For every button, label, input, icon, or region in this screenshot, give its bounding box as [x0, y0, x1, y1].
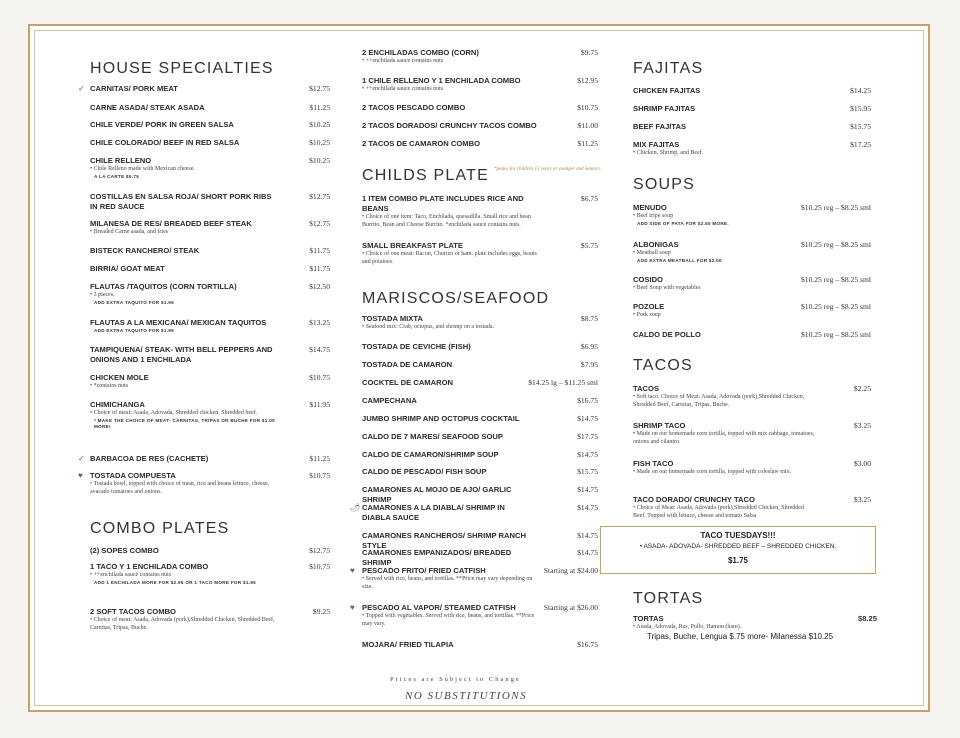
menu-item-name: SHRIMP FAJITAS — [633, 104, 696, 113]
menu-item-name: JUMBO SHRIMP AND OCTOPUS COCKTAIL — [362, 414, 520, 423]
menu-item-price: $11.75 — [309, 264, 330, 273]
menu-item-price: $10.25 reg – $8.25 sml — [800, 203, 871, 212]
menu-item — [90, 219, 330, 237]
menu-item-name: CHILE VERDE/ PORK IN GREEN SALSA — [90, 120, 234, 129]
menu-item-description: • Choice of one item: Taco, Enchilada, quesadilla. Small rice and bean Burrito, Bean and Cheese Burrito. *enchilada sauce contains nuts. — [362, 214, 531, 228]
menu-item-name: CALDO DE CAMARON/SHRIMP SOUP — [362, 450, 499, 459]
menu-item — [78, 84, 330, 94]
menu-item-price: $11.25 — [309, 103, 330, 112]
menu-item-price: Starting at $26.00 — [543, 603, 598, 612]
menu-item-description: • Choice of Meat: Asada, Adovada (pork),Shredded Chicken, Shredded Beef. Topped with lettuce, cheese and tomato Salsa — [633, 505, 804, 519]
menu-item-extra: ADD 1 ENCHILADA MORE FOR $2.95 OR 1 TACO MORE FOR $1.95 — [94, 579, 256, 585]
menu-item — [362, 450, 598, 460]
menu-item-name: ALBONIGAS — [633, 240, 679, 249]
menu-item — [362, 103, 598, 113]
menu-item — [633, 330, 871, 340]
menu-item-name: CAMARONES AL MOJO DE AJO/ GARLIC SHRIMP — [362, 485, 512, 504]
tortas-item — [633, 614, 877, 641]
menu-item — [90, 103, 330, 113]
childs-plate-note: *plates for children 12 years or younger and Seniors. — [494, 167, 602, 172]
menu-item-price: $2.25 — [853, 384, 871, 393]
menu-item — [90, 562, 330, 586]
menu-item-price: $11.95 — [309, 400, 330, 409]
menu-item-extra: ADD EXTRA TAQUITO FOR $1.95 — [94, 299, 174, 305]
menu-item-mark: ♥ — [350, 566, 355, 575]
menu-item — [90, 400, 330, 430]
mariscos-seafood-heading: MARISCOS/SEAFOOD — [362, 290, 550, 307]
menu-item — [633, 275, 871, 293]
house-specialties-heading: HOUSE SPECIALTIES — [90, 60, 274, 77]
menu-item-price: $3.00 — [853, 459, 871, 468]
taco-tuesday-line: • ASADA- ADOVADA- SHREDDED BEEF – SHREDDED CHICKEN. — [639, 543, 837, 550]
menu-item — [362, 241, 598, 266]
menu-item — [90, 120, 330, 130]
menu-item-description: • ++enchilada sauce contains nuts — [362, 58, 444, 64]
menu-item-price: $10.75 — [309, 562, 330, 571]
menu-item-extra: A LA CARTE $5.75 — [94, 173, 140, 179]
menu-item-price: $14.75 — [577, 414, 598, 423]
tortas-name: TORTAS — [633, 614, 664, 623]
menu-item — [362, 378, 598, 388]
menu-item-price: $17.75 — [577, 432, 598, 441]
menu-item-price: $16.75 — [577, 396, 598, 405]
menu-item-extra: ADD EXTRA TAQUITO FOR $1.95 — [94, 328, 174, 333]
menu-item-price: $7.95 — [580, 360, 598, 369]
menu-item-description: • Beef Soup with vegetables — [633, 285, 701, 291]
menu-item-mark: 🌶 — [350, 503, 361, 512]
menu-item-mark: ✓ — [78, 454, 85, 463]
menu-item — [78, 471, 330, 496]
menu-item — [90, 318, 330, 334]
menu-item-name: CHIMICHANGA — [90, 400, 145, 409]
menu-item-price: Starting at $24.00 — [543, 566, 598, 575]
menu-item-price: $12.75 — [309, 219, 330, 228]
menu-item — [633, 495, 871, 520]
menu-item — [633, 140, 871, 158]
menu-item-price: $15.75 — [577, 467, 598, 476]
menu-item — [90, 345, 330, 365]
menu-item-name: TOSTADA DE CAMARON — [362, 360, 453, 369]
menu-item-name: 2 SOFT TACOS COMBO — [90, 607, 176, 616]
menu-item-description: • Made on our homemade corn tortilla, topped with coleslaw mix. — [633, 469, 792, 475]
menu-item-mark: ♥ — [78, 471, 83, 480]
menu-item-mark: ✓ — [78, 84, 85, 93]
menu-item-name: TACOS — [633, 384, 660, 393]
taco-tuesday-title: TACO TUESDAYS!!! — [700, 531, 776, 540]
menu-item — [633, 384, 871, 409]
menu-item-price: $12.50 — [309, 282, 330, 291]
menu-item — [90, 138, 330, 148]
menu-item-name: 2 ENCHILADAS COMBO (CORN) — [362, 48, 479, 57]
menu-item-name: CAMARONES RANCHEROS/ SHRIMP RANCH STYLE — [362, 531, 526, 550]
menu-item — [633, 421, 871, 446]
menu-item-price: $11.00 — [577, 121, 598, 130]
menu-item-description: • *contains nuts — [90, 383, 129, 389]
menu-item-name: CAMARONES A LA DIABLA/ SHRIMP IN DIABLA SAUCE — [362, 503, 505, 522]
menu-item — [362, 467, 598, 477]
menu-item-name: TACO DORADO/ CRUNCHY TACO — [633, 495, 755, 504]
menu-item-name: MIX FAJITAS — [633, 140, 680, 149]
menu-item-price: $6.75 — [580, 194, 598, 203]
menu-item-description: • Chile Relleno made with Mexican cheese. — [90, 166, 195, 172]
menu-item-name: MOJARA/ FRIED TILAPIA — [362, 640, 454, 649]
menu-item-description: • Choice of one meat: Bacon, Chorizo or ham. plate includes eggs, beans and potatoes. — [362, 251, 537, 265]
menu-item-price: $14.25 — [850, 86, 871, 95]
menu-item — [633, 86, 871, 96]
fajitas-heading: FAJITAS — [633, 60, 704, 77]
menu-item — [90, 246, 330, 256]
menu-item-price: $9.75 — [580, 48, 598, 57]
menu-item-name: 2 TACOS PESCADO COMBO — [362, 103, 466, 112]
taco-tuesday-box — [600, 526, 876, 574]
menu-item-name: COSIDO — [633, 275, 663, 284]
menu-item — [362, 360, 598, 370]
menu-item-price: $12.75 — [309, 84, 330, 93]
menu-item-name: BISTECK RANCHERO/ STEAK — [90, 246, 200, 255]
menu-item-price: $10.25 reg – $8.25 sml — [800, 275, 871, 284]
menu-item-price: $10.75 — [577, 103, 598, 112]
menu-item — [362, 139, 598, 149]
soups-heading: SOUPS — [633, 176, 696, 193]
menu-item — [90, 264, 330, 274]
tortas-extra: Tripas, Buche, Lengua $.75 more- Milanessa $10.25 — [647, 631, 834, 641]
menu-item-price: $11.25 — [577, 139, 598, 148]
menu-item-extra: ADD EXTRA MEATBALL FOR $2.00 — [637, 257, 722, 263]
menu-item-name: CHICKEN MOLE — [90, 373, 149, 382]
menu-item — [350, 566, 598, 591]
menu-item-name: CALDO DE POLLO — [633, 330, 701, 339]
menu-item-name: SMALL BREAKFAST PLATE — [362, 241, 463, 250]
menu-item-price: $15.75 — [850, 122, 871, 131]
menu-item-description: • Soft taco. Choice of Meat: Asada, Adovada (pork),Shredded Chicken, Shredded Beef, Carnitas, Tripas, Buche. — [633, 394, 805, 408]
tacos-heading: TACOS — [633, 357, 693, 374]
menu-item-description: • Pork soup — [633, 312, 661, 318]
menu-item — [362, 548, 598, 568]
menu-item — [633, 302, 871, 320]
menu-item — [350, 603, 598, 628]
menu-item-price: $12.75 — [309, 192, 330, 201]
menu-item-price: $10.25 reg – $8.25 sml — [800, 330, 871, 339]
menu-item-name: CHICKEN FAJITAS — [633, 86, 701, 95]
menu-item-price: $12.75 — [309, 546, 330, 555]
menu-item-name: CAMPECHANA — [362, 396, 417, 405]
menu-item-name: BARBACOA DE RES (CACHETE) — [90, 454, 209, 463]
menu-item — [633, 240, 871, 264]
menu-item-name: CHILE RELLENO — [90, 156, 152, 165]
menu-item — [362, 48, 598, 66]
menu-item — [90, 373, 330, 391]
menu-item-price: $3.25 — [853, 495, 871, 504]
menu-item-name: MENUDO — [633, 203, 667, 212]
menu-item — [362, 342, 598, 352]
menu-item-description: • ++enchilada sauce contains nuts — [90, 572, 172, 578]
menu-item-extra: * MAKE THE CHOICE OF MEAT- CARNITAS, TRIPAS OR BUCHE FOR $1.00 MORE! — [94, 417, 275, 429]
menu-item-price: $10.75 — [309, 373, 330, 382]
menu-item — [362, 485, 598, 505]
menu-item-price: $9.25 — [312, 607, 330, 616]
menu-item — [90, 282, 330, 306]
menu-item-name: CARNITAS/ PORK MEAT — [90, 84, 178, 93]
menu-item — [350, 503, 598, 523]
menu-item-name: (2) SOPES COMBO — [90, 546, 159, 555]
menu-item-description: • Chicken, Shrimp, and Beef. — [633, 150, 704, 156]
menu-item-name: BIRRIA/ GOAT MEAT — [90, 264, 165, 273]
menu-item-name: COSTILLAS EN SALSA ROJA/ SHORT PORK RIBS IN RED SAUCE — [90, 192, 272, 211]
tortas-description: • Asada, Adovada, Res, Pollo, Hamon (ham). — [633, 624, 742, 630]
menu-item-name: 1 TACO Y 1 ENCHILADA COMBO — [90, 562, 209, 571]
menu-item — [90, 607, 330, 632]
menu-item-price: $17.25 — [850, 140, 871, 149]
menu-item-name: 2 TACOS DORADOS/ CRUNCHY TACOS COMBO — [362, 121, 537, 130]
menu-item — [633, 104, 871, 114]
menu-item-name: FISH TACO — [633, 459, 674, 468]
menu-item-name: CHILE COLORADO/ BEEF IN RED SALSA — [90, 138, 240, 147]
menu-item-price: $14.75 — [577, 503, 598, 512]
menu-item-price: $14.25 lg – $11.25 sml — [528, 378, 598, 387]
menu-item-name: COCKTEL DE CAMARON — [362, 378, 453, 387]
menu-item-description: • 3 pieces. — [90, 292, 115, 298]
menu-item — [362, 194, 598, 229]
menu-item-price: $10.75 — [309, 471, 330, 480]
menu-item-price: $5.75 — [580, 241, 598, 250]
menu-item-price: $10.25 reg – $8.25 sml — [800, 240, 871, 249]
menu-item-price: $14.75 — [309, 345, 330, 354]
menu-item-name: SHRIMP TACO — [633, 421, 686, 430]
menu-item — [633, 122, 871, 132]
menu-item-price: $11.75 — [309, 246, 330, 255]
menu-item-mark: ♥ — [350, 603, 355, 612]
menu-item-description: • Tostada bowl, topped with choice of meat, rice and beans lettuce, cheese, avacado tomatoes and onions. — [90, 481, 270, 495]
menu-item-price: $6.95 — [580, 342, 598, 351]
menu-item-name: TOSTADA COMPUESTA — [90, 471, 176, 480]
menu-item-extra: ADD SIDE OF PATA FOR $2.50 MORE. — [637, 220, 729, 226]
menu-item-name: CAMARONES EMPANIZADOS/ BREADED SHRIMP — [362, 548, 512, 567]
menu-item-price: $16.75 — [577, 640, 598, 649]
menu-item-name: TAMPIQUENA/ STEAK- WITH BELL PEPPERS AND ONIONS AND 1 ENCHILADA — [90, 345, 273, 364]
menu-item-price: $15.95 — [850, 104, 871, 113]
menu-item-description: • Meatball soup — [633, 250, 671, 256]
menu-item-price: $8.75 — [580, 314, 598, 323]
menu-item-name: TOSTADA DE CEVICHE (FISH) — [362, 342, 471, 351]
menu-item-price: $13.25 — [309, 318, 330, 327]
menu-item-price: $3.25 — [853, 421, 871, 430]
combo-plates-heading: COMBO PLATES — [90, 520, 230, 537]
menu-item-name: 1 CHILE RELLENO Y 1 ENCHILADA COMBO — [362, 76, 521, 85]
menu-item-description: • Seafood mix: Crab, octopus, and shrimp on a tostada. — [362, 324, 495, 330]
menu-item-description: • Beef tripe soup — [633, 213, 674, 219]
menu-item-name: CARNE ASADA/ STEAK ASADA — [90, 103, 205, 112]
taco-tuesday-price: $1.75 — [727, 556, 749, 565]
tortas-heading: TORTAS — [633, 590, 704, 607]
menu-item-name: PESCADO FRITO/ FRIED CATFISH — [362, 566, 486, 575]
menu-item-price: $10.25 — [309, 120, 330, 129]
menu-item-name: 1 ITEM COMBO PLATE INCLUDES RICE AND BEANS — [362, 194, 524, 213]
menu-item-price: $14.75 — [577, 531, 598, 540]
menu-item-description: • Topped with vegetables. Served with rice, beans, and tortillas. **Price may vary. — [362, 613, 535, 627]
menu-item — [362, 121, 598, 131]
menu-item — [90, 546, 330, 556]
menu-item-name: FLAUTAS A LA MEXICANA/ MEXICAN TAQUITOS — [90, 318, 267, 327]
prices-subject-note: Prices are Subject to Change — [390, 676, 521, 683]
menu-item-name: TOSTADA MIXTA — [362, 314, 423, 323]
childs-plate-heading: CHILDS PLATE — [362, 167, 490, 184]
menu-item — [362, 640, 598, 650]
no-substitutions-note: NO SUBSTITUTIONS — [405, 690, 528, 702]
menu-item-description: • Breaded Carne asada, and fries — [90, 229, 169, 235]
menu-item-price: $14.75 — [577, 450, 598, 459]
tortas-price: $8.25 — [857, 614, 877, 623]
menu-item — [362, 76, 598, 94]
menu-item — [633, 203, 871, 227]
menu-item — [633, 459, 871, 477]
menu-item-name: 2 TACOS DE CAMARON COMBO — [362, 139, 480, 148]
menu-item-description: • Choice of meat: Asada, Adovada, Shredded chicken, Shredded beef. — [90, 410, 258, 416]
menu-item-description: • ++enchilada sauce contains nuts — [362, 86, 444, 92]
menu-item-name: CALDO DE 7 MARES/ SEAFOOD SOUP — [362, 432, 503, 441]
menu-item-price: $12.95 — [577, 76, 598, 85]
menu-item — [362, 414, 598, 424]
menu-item-price: $11.25 — [309, 454, 330, 463]
menu-item-name: BEEF FAJITAS — [633, 122, 687, 131]
menu-item-price: $10.25 — [309, 138, 330, 147]
menu-item — [362, 432, 598, 442]
menu-item-name: CALDO DE PESCADO/ FISH SOUP — [362, 467, 487, 476]
menu-item — [90, 192, 330, 212]
menu-item — [78, 454, 330, 464]
menu-item — [362, 396, 598, 406]
menu-item-price: $14.75 — [577, 548, 598, 557]
menu-item-description: • Served with rice, beans, and tortillas. **Price may vary depending on size. — [362, 576, 533, 590]
menu-item — [362, 314, 598, 332]
menu-item-description: • Made on our homemade corn tortilla, topped with mix cabbage, tomatoes, onions and cilantro. — [633, 431, 815, 445]
menu-item-name: FLAUTAS /TAQUITOS (CORN TORTILLA) — [90, 282, 237, 291]
menu-item — [90, 156, 330, 180]
menu-item-price: $10.25 — [309, 156, 330, 165]
menu-item-name: MILANESA DE RES/ BREADED BEEF STEAK — [90, 219, 252, 228]
menu-item-name: PESCADO AL VAPOR/ STEAMED CATFISH — [362, 603, 516, 612]
menu-item-name: POZOLE — [633, 302, 665, 311]
menu-item-price: $14.75 — [577, 485, 598, 494]
menu-item-price: $10.25 reg – $8.25 sml — [800, 302, 871, 311]
menu-item-description: • Choice of meat: Asada, Adovada (pork),Shredded Chicken, Shredded Beef, Carnitas, Tripas, Buche. — [90, 617, 275, 631]
